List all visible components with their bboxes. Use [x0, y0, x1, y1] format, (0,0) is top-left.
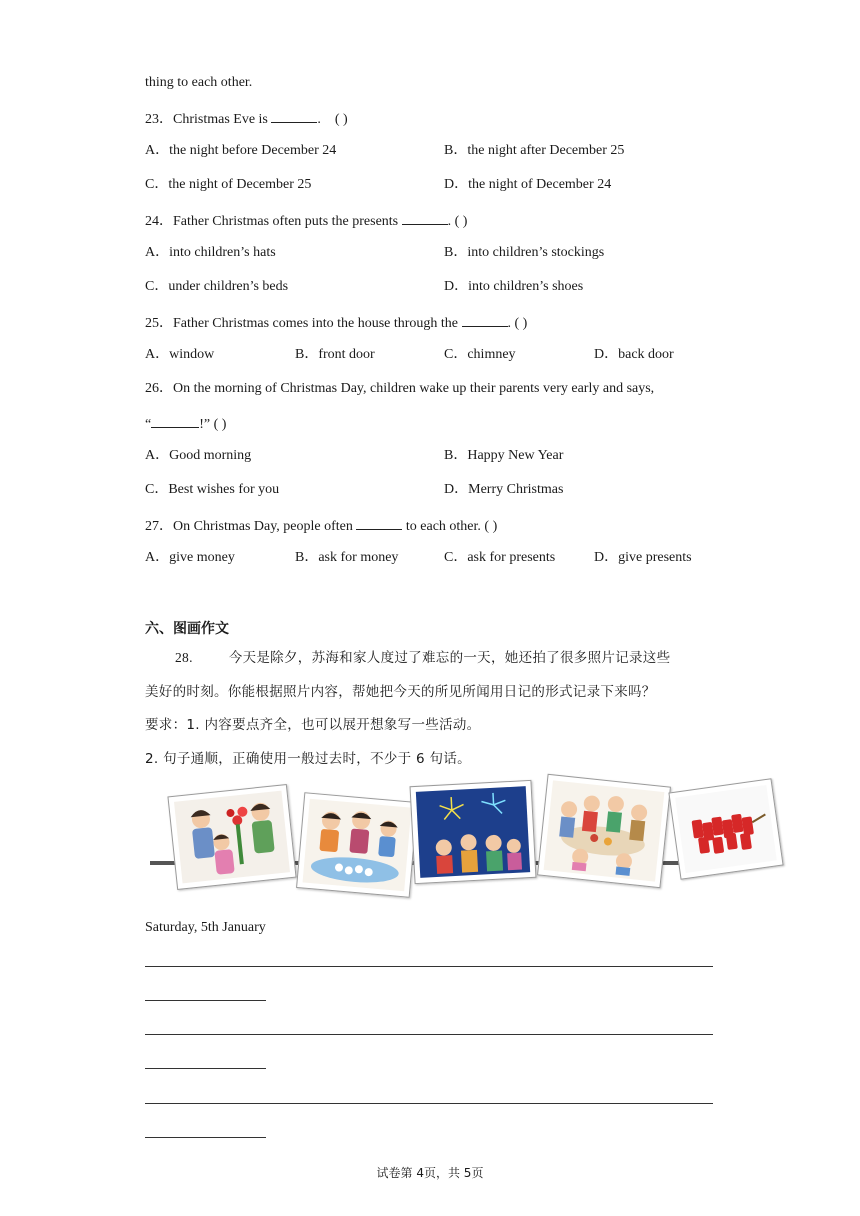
- writing-line[interactable]: [145, 1137, 266, 1138]
- option-26-d[interactable]: D．Merry Christmas: [444, 482, 564, 497]
- answer-blank[interactable]: [356, 515, 402, 530]
- option-26-b[interactable]: B．Happy New Year: [444, 448, 564, 463]
- option-24-b[interactable]: B．into children’s stockings: [444, 245, 605, 260]
- option-27-b[interactable]: B．ask for money: [295, 550, 399, 565]
- writing-line[interactable]: [145, 966, 713, 967]
- option-25-b[interactable]: B．front door: [295, 347, 375, 362]
- prompt-line-2: 美好的时刻。你能根据照片内容，帮她把今天的所见所闻用日记的形式记录下来吗？: [145, 684, 656, 700]
- option-27-d[interactable]: D．give presents: [594, 550, 692, 565]
- option-27-a[interactable]: A．give money: [145, 550, 235, 565]
- writing-line[interactable]: [145, 1103, 713, 1104]
- answer-blank[interactable]: [271, 108, 317, 123]
- option-23-a[interactable]: A．the night before December 24: [145, 143, 337, 158]
- question-27: 27．On Christmas Day, people often to each other. ( ): [145, 515, 497, 536]
- option-25-c[interactable]: C．chimney: [444, 347, 516, 362]
- photo-family-flowers: [167, 784, 296, 890]
- writing-line[interactable]: [145, 1034, 713, 1035]
- question-28-prompt: 28. 今天是除夕，苏海和家人度过了难忘的一天，她还拍了很多照片记录这些: [175, 650, 671, 666]
- photo-dumplings: [296, 792, 418, 898]
- photo-strip: [150, 775, 782, 905]
- writing-line[interactable]: [145, 1000, 266, 1001]
- photo-fireworks: [410, 780, 537, 884]
- option-23-d[interactable]: D．the night of December 24: [444, 177, 612, 192]
- answer-parenthesis[interactable]: ( ): [514, 316, 528, 331]
- option-24-c[interactable]: C．under children’s beds: [145, 279, 289, 294]
- diary-date: Saturday, 5th January: [145, 920, 266, 935]
- option-26-a[interactable]: A．Good morning: [145, 448, 252, 463]
- answer-parenthesis[interactable]: ( ): [484, 519, 498, 534]
- question-26: 26．On the morning of Christmas Day, children wake up their parents very early and says,: [145, 381, 655, 396]
- answer-blank[interactable]: [402, 210, 448, 225]
- question-25: 25．Father Christmas comes into the house through the . ( ): [145, 312, 527, 333]
- passage-tail: thing to each other.: [145, 75, 253, 90]
- question-23: 23．Christmas Eve is . ( ): [145, 108, 348, 129]
- photo-firecrackers: [668, 778, 783, 880]
- option-25-a[interactable]: A．window: [145, 347, 215, 362]
- writing-line[interactable]: [145, 1068, 266, 1069]
- option-25-d[interactable]: D．back door: [594, 347, 674, 362]
- answer-parenthesis[interactable]: ( ): [213, 417, 227, 432]
- option-24-a[interactable]: A．into children’s hats: [145, 245, 276, 260]
- option-26-c[interactable]: C．Best wishes for you: [145, 482, 280, 497]
- question-24: 24．Father Christmas often puts the presents . ( ): [145, 210, 467, 231]
- option-24-d[interactable]: D．into children’s shoes: [444, 279, 584, 294]
- photo-family-dinner: [537, 774, 671, 888]
- answer-blank[interactable]: [462, 312, 508, 327]
- answer-parenthesis[interactable]: ( ): [454, 214, 468, 229]
- requirement-1: 要求：1. 内容要点齐全，也可以展开想象写一些活动。: [145, 717, 481, 733]
- page-footer: 试卷第 4页，共 5页: [376, 1166, 484, 1180]
- option-27-c[interactable]: C．ask for presents: [444, 550, 556, 565]
- option-23-c[interactable]: C．the night of December 25: [145, 177, 312, 192]
- question-26-line2: “ !” ( ): [145, 413, 226, 434]
- answer-blank[interactable]: [151, 413, 199, 428]
- section-title: 六、图画作文: [145, 621, 229, 637]
- answer-parenthesis[interactable]: ( ): [334, 112, 348, 127]
- requirement-2: 2. 句子通顺，正确使用一般过去时，不少于 6 句话。: [145, 751, 471, 767]
- option-23-b[interactable]: B．the night after December 25: [444, 143, 625, 158]
